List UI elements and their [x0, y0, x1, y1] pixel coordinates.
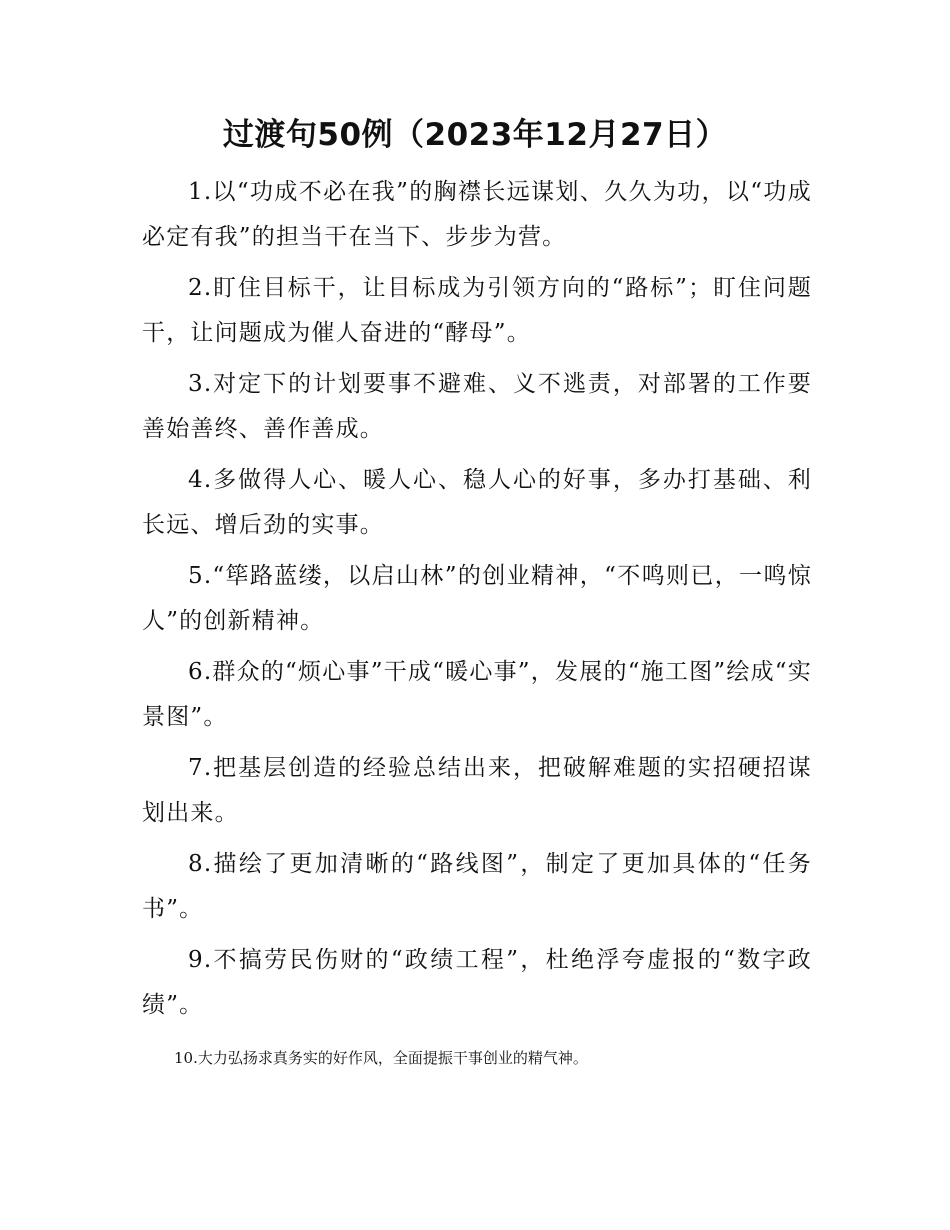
small-print-item: 10.大力弘扬求真务实的好作风，全面提振干事创业的精气神。	[174, 1049, 588, 1067]
transition-sentence-list	[142, 170, 812, 1028]
list-item: 1.以“功成不必在我”的胸襟长远谋划、久久为功，以“功成必定有我”的担当干在当下、步步为营。	[142, 179, 812, 250]
list-item: 7.把基层创造的经验总结出来，把破解难题的实招硬招谋划出来。	[142, 755, 812, 826]
list-item: 9.不搞劳民伤财的“政绩工程”，杜绝浮夸虚报的“数字政绩”。	[142, 947, 812, 1018]
list-item: 2.盯住目标干，让目标成为引领方向的“路标”；盯住问题干，让问题成为催人奋进的“酵母”。	[142, 275, 812, 346]
list-item: 6.群众的“烦心事”干成“暖心事”，发展的“施工图”绘成“实景图”。	[142, 659, 812, 730]
list-item: 8.描绘了更加清晰的“路线图”，制定了更加具体的“任务书”。	[142, 851, 812, 922]
list-item: 3.对定下的计划要事不避难、义不逃责，对部署的工作要善始善终、善作善成。	[142, 371, 812, 442]
page-title: 过渡句50例（2023年12月27日）	[222, 117, 728, 153]
list-item: 5.“筚路蓝缕，以启山林”的创业精神，“不鸣则已，一鸣惊人”的创新精神。	[142, 563, 812, 634]
list-item: 4.多做得人心、暖人心、稳人心的好事，多办打基础、利长远、增后劲的实事。	[142, 467, 812, 538]
